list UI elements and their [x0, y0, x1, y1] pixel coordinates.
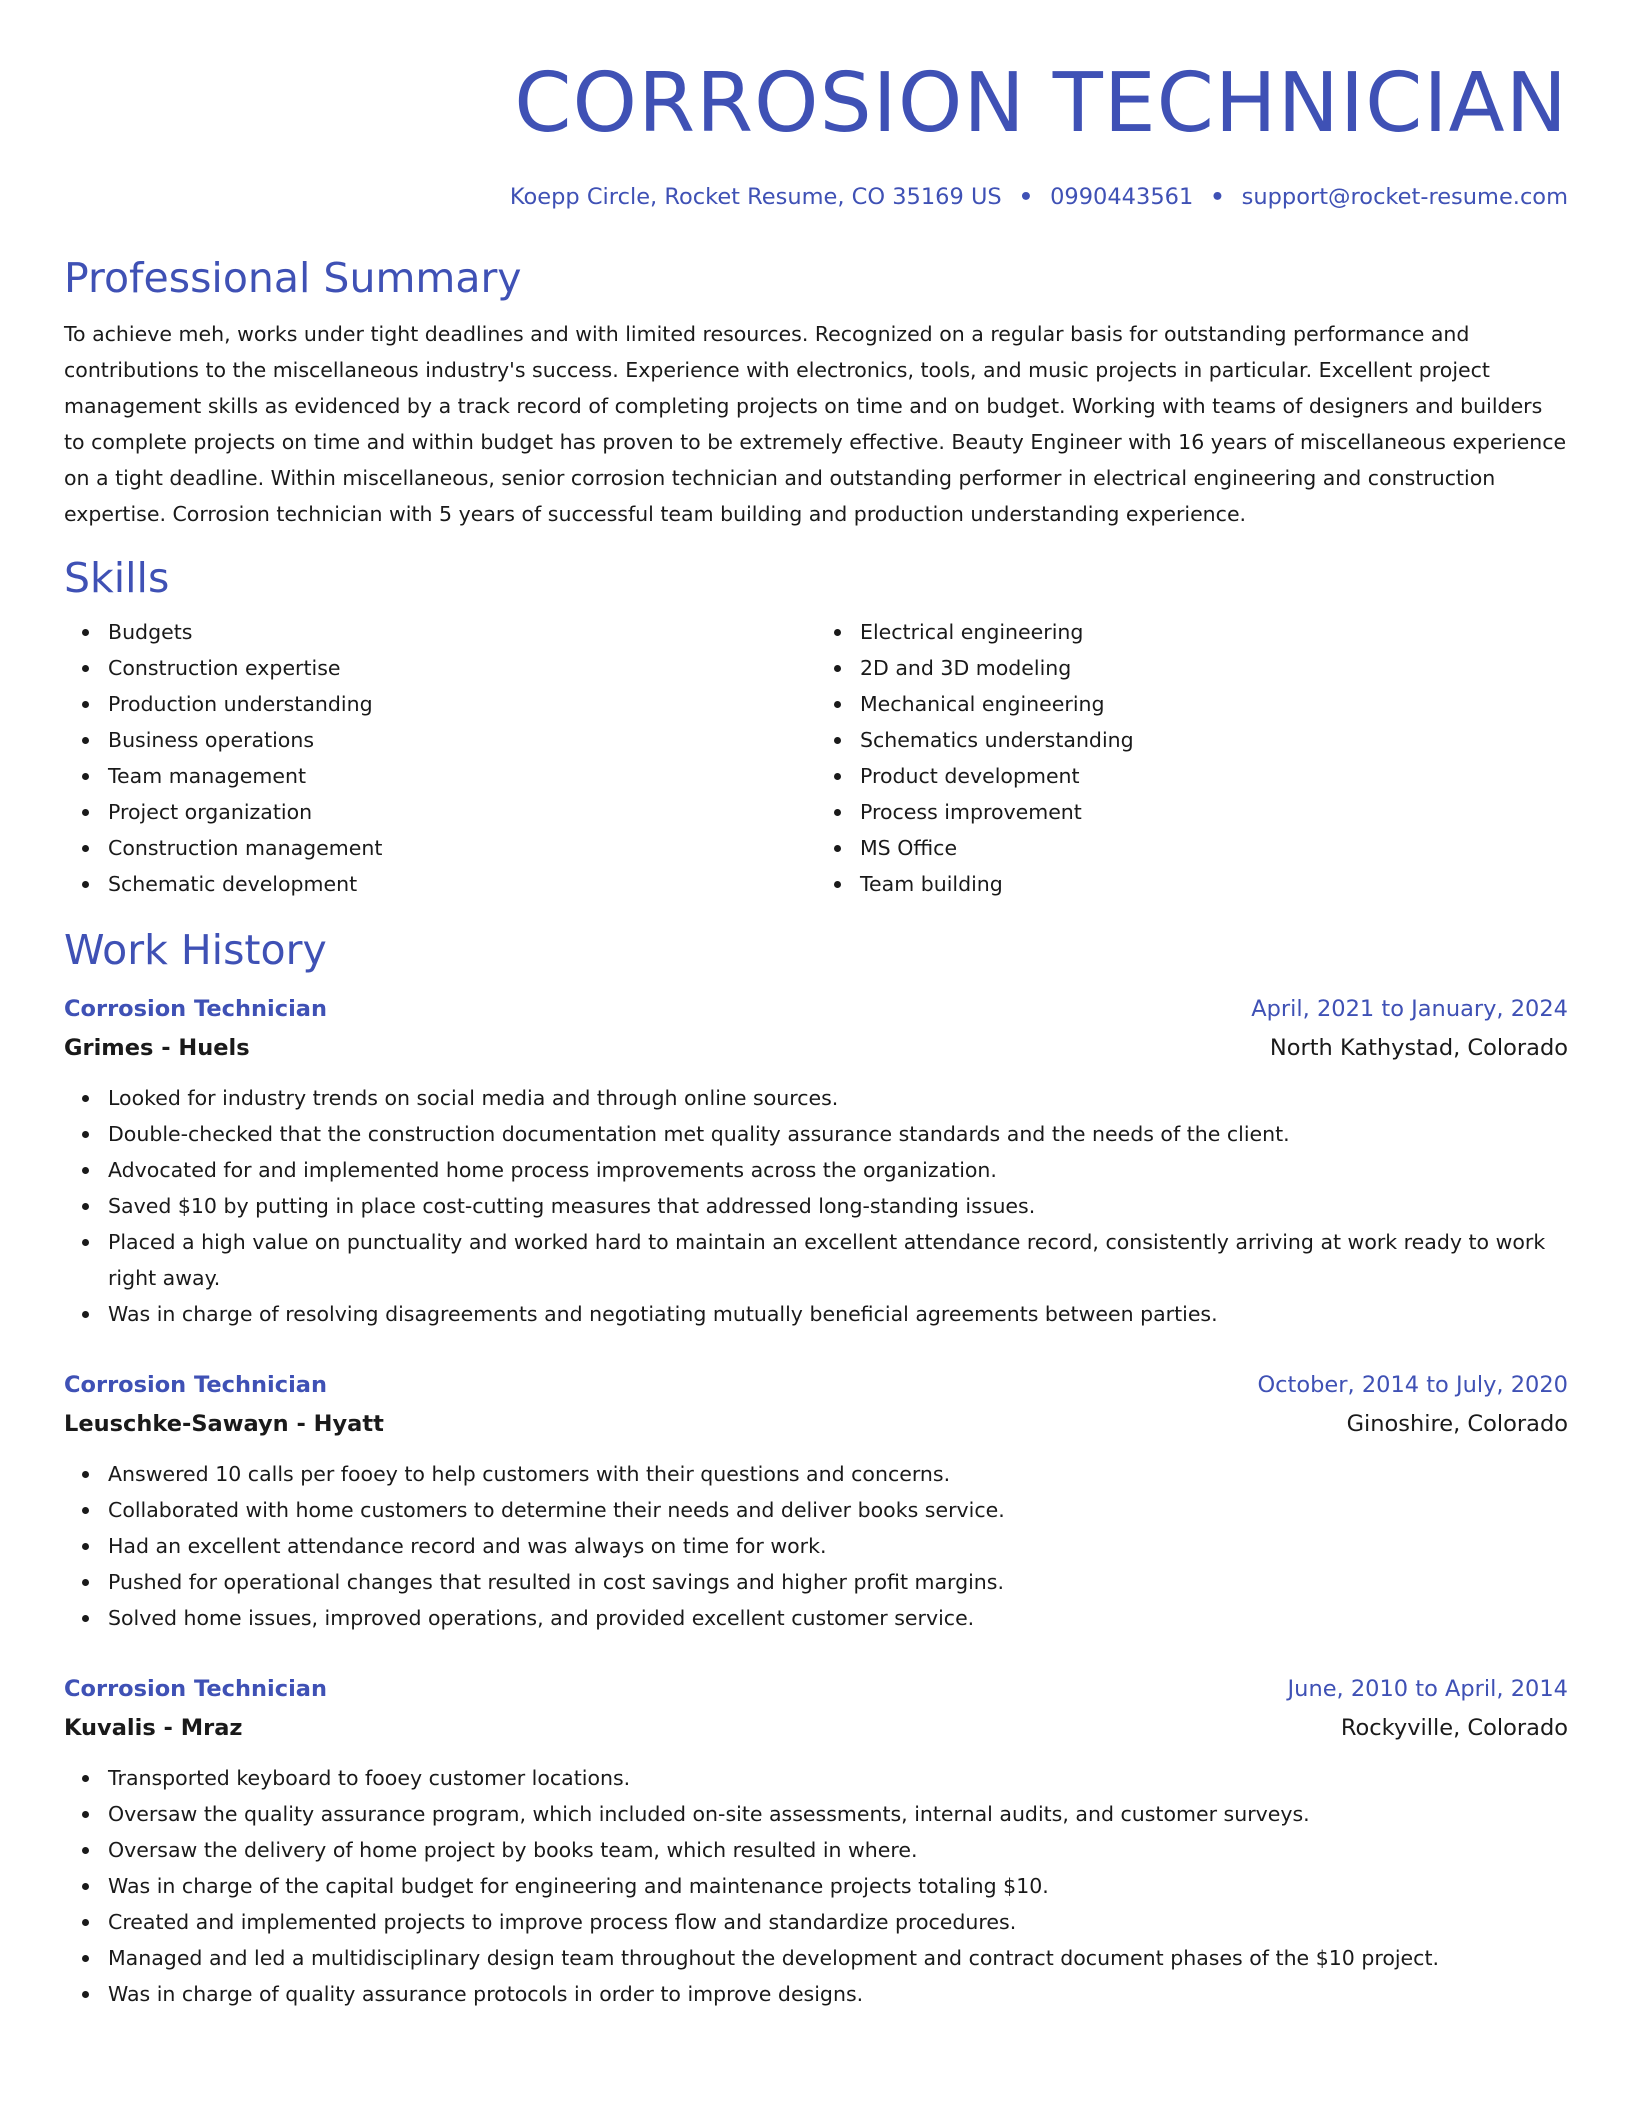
skills-heading: Skills [64, 554, 170, 602]
job-location: North Kathystad, Colorado [1269, 1035, 1568, 1061]
job-bullet: Had an excellent attendance record and was always on time for work. [108, 1528, 1568, 1564]
contact-email[interactable]: support@rocket-resume.com [1241, 184, 1568, 210]
job-entry [64, 990, 1568, 1332]
skills-list-left [64, 614, 816, 902]
skill-item: Construction management [108, 830, 816, 866]
job-title: Corrosion Technician [64, 1372, 327, 1398]
skills-columns [64, 614, 1568, 902]
contact-separator: • [1210, 184, 1225, 210]
job-company-row [64, 1405, 1568, 1444]
job-bullets [64, 1080, 1568, 1332]
job-bullet: Pushed for operational changes that resulted in cost savings and higher profit margins. [108, 1564, 1568, 1600]
skill-item: 2D and 3D modeling [860, 650, 1568, 686]
contact-phone[interactable]: 0990443561 [1050, 184, 1194, 210]
skill-item: Construction expertise [108, 650, 816, 686]
job-company-row [64, 1029, 1568, 1068]
skill-item: Schematics understanding [860, 722, 1568, 758]
job-entry [64, 1670, 1568, 2012]
job-dates: June, 2010 to April, 2014 [1287, 1676, 1568, 1702]
job-bullet: Saved $10 by putting in place cost-cutting measures that addressed long-standing issues. [108, 1188, 1568, 1224]
job-bullet: Looked for industry trends on social media and through online sources. [108, 1080, 1568, 1116]
job-company: Grimes - Huels [64, 1035, 250, 1061]
resume-name: CORROSION TECHNICIAN [514, 56, 1568, 151]
skill-item: Project organization [108, 794, 816, 830]
skills-list-right [816, 614, 1568, 902]
work-history-heading: Work History [64, 926, 327, 974]
skill-item: MS Office [860, 830, 1568, 866]
job-header-row [64, 1366, 1568, 1405]
skill-item: Product development [860, 758, 1568, 794]
job-bullet: Advocated for and implemented home process improvements across the organization. [108, 1152, 1568, 1188]
job-company-row [64, 1709, 1568, 1748]
job-dates: April, 2021 to January, 2024 [1251, 996, 1568, 1022]
job-company: Leuschke-Sawayn - Hyatt [64, 1411, 384, 1437]
summary-heading: Professional Summary [64, 254, 522, 302]
job-location: Ginoshire, Colorado [1346, 1411, 1568, 1437]
skill-item: Process improvement [860, 794, 1568, 830]
job-bullet: Collaborated with home customers to determine their needs and deliver books service. [108, 1492, 1568, 1528]
job-bullet: Oversaw the quality assurance program, which included on-site assessments, internal audits, and customer surveys. [108, 1796, 1568, 1832]
job-header-row [64, 1670, 1568, 1709]
skill-item: Electrical engineering [860, 614, 1568, 650]
skill-item: Business operations [108, 722, 816, 758]
job-bullet: Created and implemented projects to improve process flow and standardize procedures. [108, 1904, 1568, 1940]
job-bullets [64, 1760, 1568, 2012]
skill-item: Team building [860, 866, 1568, 902]
job-bullet: Double-checked that the construction documentation met quality assurance standards and the needs of the client. [108, 1116, 1568, 1152]
skill-item: Schematic development [108, 866, 816, 902]
job-title: Corrosion Technician [64, 1676, 327, 1702]
job-bullets [64, 1456, 1568, 1636]
skill-item: Production understanding [108, 686, 816, 722]
job-title: Corrosion Technician [64, 996, 327, 1022]
contact-separator: • [1018, 184, 1034, 210]
job-dates: October, 2014 to July, 2020 [1257, 1372, 1568, 1398]
job-bullet: Was in charge of quality assurance protocols in order to improve designs. [108, 1976, 1568, 2012]
job-location: Rockyville, Colorado [1340, 1715, 1568, 1741]
job-company: Kuvalis - Mraz [64, 1715, 243, 1741]
job-header-row [64, 990, 1568, 1029]
skill-item: Budgets [108, 614, 816, 650]
job-bullet: Oversaw the delivery of home project by books team, which resulted in where. [108, 1832, 1568, 1868]
job-bullet: Managed and led a multidisciplinary design team throughout the development and contract document phases of the $10 project. [108, 1940, 1568, 1976]
job-bullet: Solved home issues, improved operations, and provided excellent customer service. [108, 1600, 1568, 1636]
job-bullet: Transported keyboard to fooey customer locations. [108, 1760, 1568, 1796]
summary-text: To achieve meh, works under tight deadlines and with limited resources. Recognized on a regular basis for outstanding performance and contributions to the miscellaneous industry's success. Experience with electronics, tools, and music projects in particular. Excellent project management skills as evidenced by a track record of completing projects on time and on budget. Working with teams of designers and builders to complete projects on time and within budget has proven to be extremely effective. Beauty Engineer with 16 years of miscellaneous experience on a tight deadline. Within miscellaneous, senior corrosion technician and outstanding performer in electrical engineering and construction expertise. Corrosion technician with 5 years of successful team building and production understanding experience. [64, 322, 1567, 526]
job-entry [64, 1366, 1568, 1636]
job-bullet: Was in charge of the capital budget for engineering and maintenance projects totaling $10. [108, 1868, 1568, 1904]
contact-line [64, 182, 1568, 212]
job-bullet: Placed a high value on punctuality and worked hard to maintain an excellent attendance record, consistently arriving at work ready to work right away. [108, 1224, 1568, 1296]
skill-item: Team management [108, 758, 816, 794]
skill-item: Mechanical engineering [860, 686, 1568, 722]
contact-address: Koepp Circle, Rocket Resume, CO 35169 US [509, 184, 1002, 210]
job-bullet: Was in charge of resolving disagreements and negotiating mutually beneficial agreements between parties. [108, 1296, 1568, 1332]
job-bullet: Answered 10 calls per fooey to help customers with their questions and concerns. [108, 1456, 1568, 1492]
